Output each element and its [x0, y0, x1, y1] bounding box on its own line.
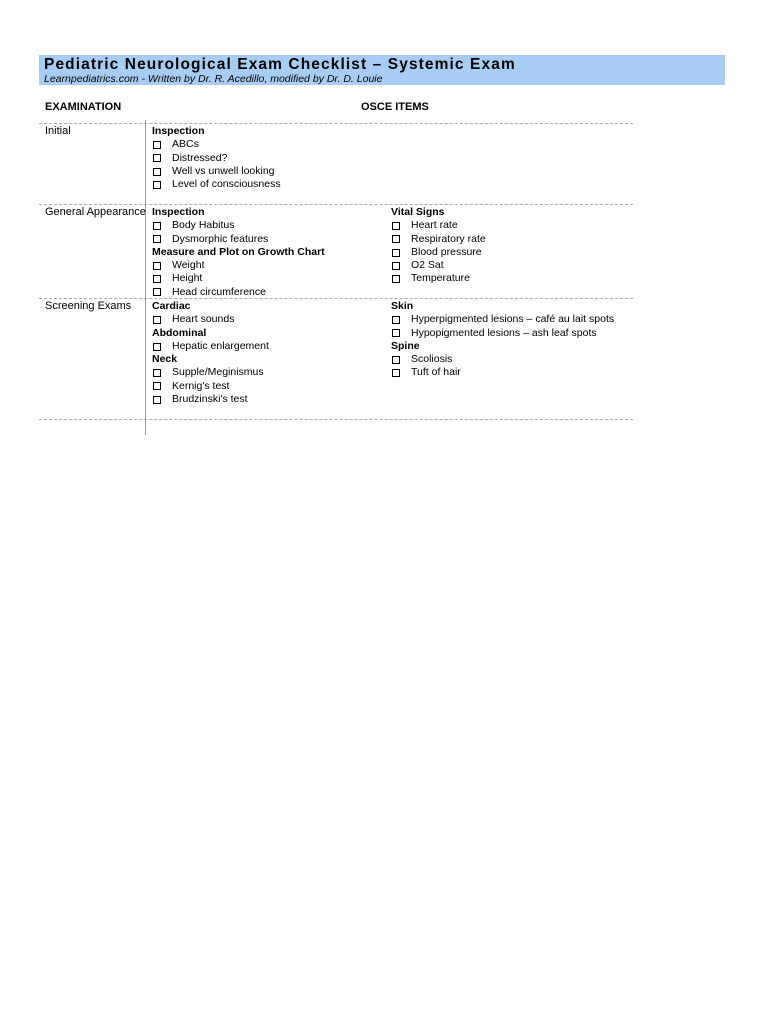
checkbox-icon[interactable] [392, 249, 400, 257]
row-divider [39, 204, 633, 205]
checkbox-icon[interactable] [153, 181, 161, 189]
osce-items-left [152, 206, 325, 299]
section-heading: Abdominal [152, 326, 207, 339]
osce-items-right [391, 300, 614, 380]
checklist-item[interactable]: Respiratory rate [391, 233, 486, 246]
checkbox-icon[interactable] [153, 316, 161, 324]
checklist-item[interactable]: Temperature [391, 272, 486, 285]
checkbox-icon[interactable] [392, 369, 400, 377]
checklist-item[interactable]: Tuft of hair [391, 366, 614, 379]
checkbox-icon[interactable] [153, 168, 161, 176]
checklist-item[interactable]: Well vs unwell looking [152, 165, 281, 178]
checkbox-icon[interactable] [392, 235, 400, 243]
checkbox-icon[interactable] [392, 316, 400, 324]
row-label-initial: Initial [45, 125, 71, 137]
checkbox-icon[interactable] [153, 235, 161, 243]
checklist-item[interactable]: ABCs [152, 138, 281, 151]
checklist-item[interactable]: Supple/Meginismus [152, 366, 269, 379]
checkbox-icon[interactable] [153, 369, 161, 377]
checkbox-icon[interactable] [153, 141, 161, 149]
section-heading: Skin [391, 300, 414, 312]
row-label-general-appearance: General Appearance [45, 206, 146, 218]
checkbox-icon[interactable] [153, 262, 161, 270]
column-header-osce-items: OSCE ITEMS [361, 101, 429, 113]
checklist-item[interactable]: O2 Sat [391, 259, 486, 272]
checklist-item[interactable]: Body Habitus [152, 219, 325, 232]
column-divider [145, 120, 146, 435]
checklist-item[interactable]: Head circumference [152, 286, 325, 299]
checklist-item[interactable]: Height [152, 272, 325, 285]
checklist-item[interactable]: Heart rate [391, 219, 486, 232]
checkbox-icon[interactable] [153, 154, 161, 162]
checkbox-icon[interactable] [153, 396, 161, 404]
checklist-item[interactable]: Dysmorphic features [152, 233, 325, 246]
checklist-item[interactable]: Kernig's test [152, 380, 269, 393]
section-heading: Neck [152, 353, 178, 366]
row-label-screening-exams: Screening Exams [45, 300, 132, 312]
page-subtitle: Learnpediatrics.com - Written by Dr. R. Acedillo, modified by Dr. D. Louie [44, 73, 383, 85]
row-divider [39, 298, 633, 299]
section-heading: Inspection [152, 206, 205, 218]
checklist-item[interactable]: Hyperpigmented lesions – café au lait spots [391, 313, 614, 326]
checklist-item[interactable]: Scoliosis [391, 353, 614, 366]
row-divider [39, 419, 633, 420]
checklist-item[interactable]: Blood pressure [391, 246, 486, 259]
checkbox-icon[interactable] [153, 275, 161, 283]
osce-items-right [391, 206, 486, 286]
checkbox-icon[interactable] [392, 262, 400, 270]
checkbox-icon[interactable] [392, 222, 400, 230]
checklist-item[interactable]: Brudzinski's test [152, 393, 269, 406]
checkbox-icon[interactable] [153, 222, 161, 230]
checkbox-icon[interactable] [153, 343, 161, 351]
checklist-item[interactable]: Hypopigmented lesions – ash leaf spots [391, 327, 614, 340]
checkbox-icon[interactable] [392, 275, 400, 283]
section-heading: Vital Signs [391, 206, 445, 218]
section-heading: Inspection [152, 125, 205, 137]
section-heading: Measure and Plot on Growth Chart [152, 245, 325, 258]
checkbox-icon[interactable] [153, 288, 161, 296]
checkbox-icon[interactable] [392, 356, 400, 364]
checkbox-icon[interactable] [392, 329, 400, 337]
title-banner [39, 55, 725, 85]
osce-items-left [152, 125, 281, 191]
checklist-item[interactable]: Hepatic enlargement [152, 340, 269, 353]
checklist-item[interactable]: Distressed? [152, 152, 281, 165]
checklist-item[interactable]: Weight [152, 259, 325, 272]
osce-items-left [152, 300, 269, 406]
page-title: Pediatric Neurological Exam Checklist – Systemic Exam [44, 56, 516, 73]
checklist-item[interactable]: Heart sounds [152, 313, 269, 326]
section-heading: Cardiac [152, 300, 191, 312]
checklist-item[interactable]: Level of consciousness [152, 178, 281, 191]
section-heading: Spine [391, 339, 420, 352]
row-divider [39, 123, 633, 124]
checkbox-icon[interactable] [153, 382, 161, 390]
column-header-examination: EXAMINATION [45, 101, 122, 113]
